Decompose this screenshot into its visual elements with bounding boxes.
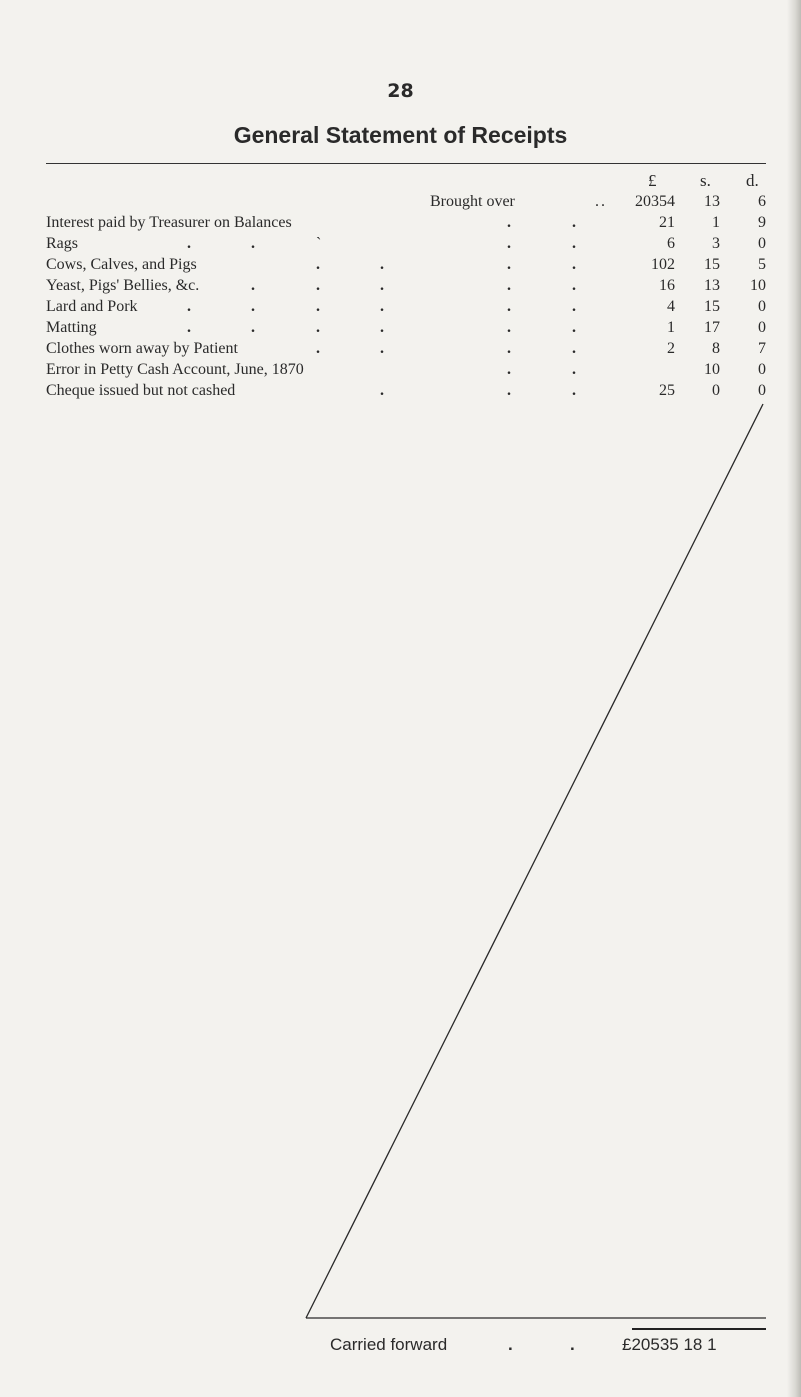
row-description: Error in Petty Cash Account, June, 1870 bbox=[46, 361, 304, 378]
row-leader-dot: . bbox=[572, 361, 576, 378]
row-pence: 0 bbox=[758, 361, 766, 378]
row-leader-dot: . bbox=[187, 298, 191, 315]
row-leader-dot: ` bbox=[316, 235, 322, 252]
row-leader-dot: . bbox=[507, 214, 511, 231]
total-rule bbox=[632, 1328, 766, 1330]
row-leader-dot: . bbox=[507, 256, 511, 273]
row-leader-dot: . bbox=[380, 256, 384, 273]
row-pence: 10 bbox=[750, 277, 766, 294]
row-shillings: 0 bbox=[712, 382, 720, 399]
row-leader-dot: . bbox=[572, 319, 576, 336]
pence-column-header: d. bbox=[746, 171, 759, 190]
row-leader-dot: . bbox=[570, 1335, 575, 1354]
row-pounds: 2 bbox=[667, 340, 675, 357]
row-leader-dot: . bbox=[380, 340, 384, 357]
row-leader-dot: . bbox=[572, 340, 576, 357]
row-leader-dot: . bbox=[572, 382, 576, 399]
row-pence: 7 bbox=[758, 340, 766, 357]
row-leader-dot: . bbox=[507, 235, 511, 252]
row-leader-dot: . bbox=[316, 298, 320, 315]
row-leader-dot: . bbox=[507, 361, 511, 378]
row-pence: 0 bbox=[758, 235, 766, 252]
row-leader-dot: . bbox=[251, 235, 255, 252]
row-pence: 0 bbox=[758, 319, 766, 336]
row-leader-dot: . bbox=[572, 298, 576, 315]
row-pounds: 4 bbox=[667, 298, 675, 315]
brought-over-pence: 6 bbox=[758, 193, 766, 210]
row-leader-dot: . bbox=[380, 298, 384, 315]
row-pounds: 102 bbox=[651, 256, 675, 273]
row-leader-dot: . bbox=[507, 298, 511, 315]
row-description: Yeast, Pigs' Bellies, &c. bbox=[46, 277, 200, 294]
carried-forward-total: £20535 18 1 bbox=[622, 1335, 717, 1354]
brought-over-shillings: 13 bbox=[704, 193, 720, 210]
row-shillings: 15 bbox=[704, 298, 720, 315]
row-pence: 5 bbox=[758, 256, 766, 273]
row-leader-dot: . bbox=[380, 319, 384, 336]
row-leader-dot: . bbox=[251, 319, 255, 336]
row-description: Interest paid by Treasurer on Balances bbox=[46, 214, 292, 231]
carried-forward-row bbox=[0, 1335, 801, 1357]
row-description: Matting bbox=[46, 319, 97, 336]
row-description: Cows, Calves, and Pigs bbox=[46, 256, 197, 273]
row-shillings: 17 bbox=[704, 319, 720, 336]
row-pounds: 16 bbox=[659, 277, 675, 294]
shillings-column-header: s. bbox=[700, 171, 711, 190]
row-leader-dot: . bbox=[316, 277, 320, 294]
row-pence: 0 bbox=[758, 298, 766, 315]
row-leader-dot: . bbox=[572, 256, 576, 273]
row-pounds: 21 bbox=[659, 214, 675, 231]
brought-over-label: Brought over bbox=[430, 193, 515, 210]
row-leader-dot: . bbox=[187, 235, 191, 252]
row-leader-dot: . bbox=[507, 319, 511, 336]
row-shillings: 10 bbox=[704, 361, 720, 378]
row-pounds: 25 bbox=[659, 382, 675, 399]
page-number: 28 bbox=[387, 80, 414, 102]
brought-over-leader: .. bbox=[595, 193, 607, 210]
row-leader-dot: . bbox=[507, 382, 511, 399]
row-pence: 9 bbox=[758, 214, 766, 231]
row-pounds: 6 bbox=[667, 235, 675, 252]
row-pence: 0 bbox=[758, 382, 766, 399]
row-shillings: 1 bbox=[712, 214, 720, 231]
row-description: Clothes worn away by Patient bbox=[46, 340, 238, 357]
row-leader-dot: . bbox=[251, 298, 255, 315]
row-leader-dot: . bbox=[572, 277, 576, 294]
row-leader-dot: . bbox=[507, 277, 511, 294]
carried-forward-label: Carried forward bbox=[330, 1335, 448, 1354]
row-leader-dot: . bbox=[380, 382, 384, 399]
row-shillings: 3 bbox=[712, 235, 720, 252]
row-leader-dot: . bbox=[316, 256, 320, 273]
pounds-column-header: £ bbox=[648, 171, 657, 190]
row-leader-dot: . bbox=[572, 214, 576, 231]
diagonal-line bbox=[306, 404, 763, 1318]
row-description: Cheque issued but not cashed bbox=[46, 382, 236, 399]
row-pounds: 1 bbox=[667, 319, 675, 336]
row-leader-dot: . bbox=[380, 277, 384, 294]
row-leader-dot: . bbox=[572, 235, 576, 252]
row-leader-dot: . bbox=[507, 340, 511, 357]
page-title: General Statement of Receipts bbox=[233, 122, 568, 148]
row-shillings: 13 bbox=[704, 277, 720, 294]
row-shillings: 15 bbox=[704, 256, 720, 273]
row-leader-dot: . bbox=[187, 319, 191, 336]
row-leader-dot: . bbox=[316, 319, 320, 336]
row-shillings: 8 bbox=[712, 340, 720, 357]
row-description: Rags bbox=[46, 235, 78, 252]
row-description: Lard and Pork bbox=[46, 298, 138, 315]
row-leader-dot: . bbox=[508, 1335, 513, 1354]
row-leader-dot: . bbox=[251, 277, 255, 294]
row-leader-dot: . bbox=[316, 340, 320, 357]
brought-over-pounds: 20354 bbox=[635, 193, 675, 210]
